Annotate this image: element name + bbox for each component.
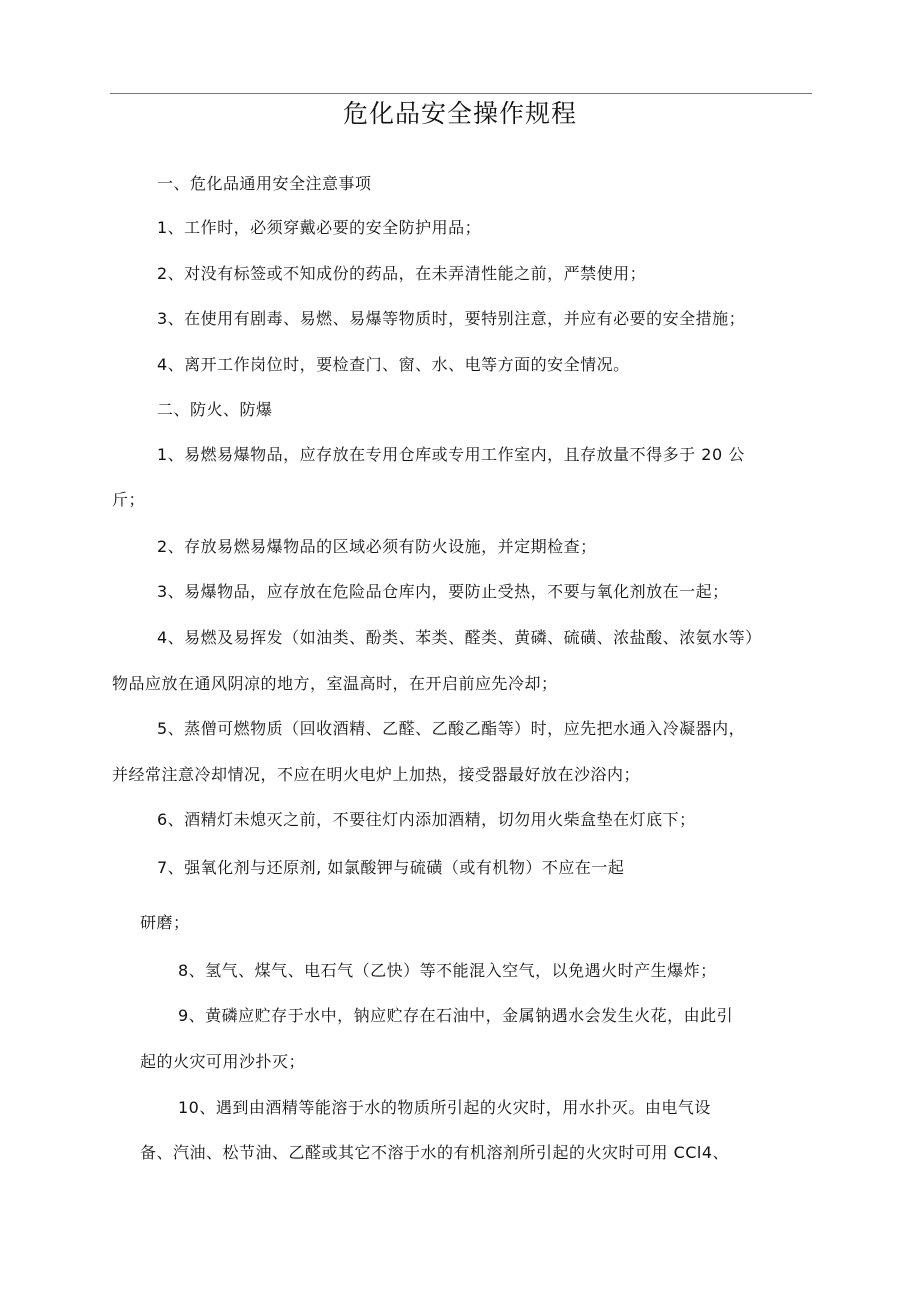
paragraph-line: 1、易燃易爆物品，应存放在专用仓库或专用工作室内，且存放量不得多于 20 公	[157, 445, 745, 464]
paragraph-line: 6、酒精灯未熄灭之前，不要往灯内添加酒精，切勿用火柴盒垫在灯底下；	[157, 810, 696, 829]
paragraph-line: 2、存放易燃易爆物品的区域必须有防火设施，并定期检查；	[157, 537, 597, 556]
paragraph-line: 1、工作时，必须穿戴必要的安全防护用品；	[157, 218, 482, 237]
paragraph-line: 2、对没有标签或不知成份的药品，在未弄清性能之前，严禁使用；	[157, 264, 647, 283]
paragraph-line: 斤；	[112, 490, 146, 509]
paragraph-line: 9、黄磷应贮存于水中，钠应贮存在石油中，金属钠遇水会发生火花，由此引	[178, 1006, 734, 1025]
paragraph-line: 10、遇到由酒精等能溶于水的物质所引起的火灾时，用水扑灭。由电气设	[178, 1098, 711, 1117]
paragraph-line: 4、易燃及易挥发（如油类、酚类、苯类、醛类、黄磷、硫磺、浓盐酸、浓氨水等）	[157, 628, 762, 647]
paragraph-line: 3、易爆物品，应存放在危险品仓库内，要防止受热，不要与氧化剂放在一起；	[157, 582, 729, 601]
section-heading-fire: 二、防火、防爆	[157, 400, 273, 419]
paragraph-line: 并经常注意冷却情况，不应在明火电炉上加热，接受器最好放在沙浴内；	[112, 765, 641, 784]
section-heading-general: 一、危化品通用安全注意事项	[157, 174, 372, 193]
top-rule	[110, 93, 812, 94]
paragraph-line: 8、氢气、煤气、电石气（乙快）等不能混入空气，以免遇火时产生爆炸；	[178, 961, 717, 980]
paragraph-line: 5、蒸僧可燃物质（回收酒精、乙醛、乙酸乙酯等）时，应先把水通入冷凝器内，	[157, 719, 746, 738]
paragraph-line: 起的火灾可用沙扑灭；	[140, 1052, 306, 1071]
paragraph-line: 备、汽油、松节油、乙醛或其它不溶于水的有机溶剂所引起的火灾时可用 CCl4、	[140, 1143, 730, 1162]
paragraph-line: 研磨；	[140, 913, 190, 932]
paragraph-line: 3、在使用有剧毒、易燃、易爆等物质时，要特别注意，并应有必要的安全措施；	[157, 309, 746, 328]
paragraph-line: 4、离开工作岗位时，要检查门、窗、水、电等方面的安全情况。	[157, 355, 630, 374]
paragraph-line: 物品应放在通风阴凉的地方，室温高时，在开启前应先冷却；	[112, 674, 558, 693]
paragraph-line: 7、强氧化剂与还原剂, 如氯酸钾与硫磺（或有机物）不应在一起	[157, 858, 625, 877]
page-title: 危化品安全操作规程	[342, 99, 577, 128]
